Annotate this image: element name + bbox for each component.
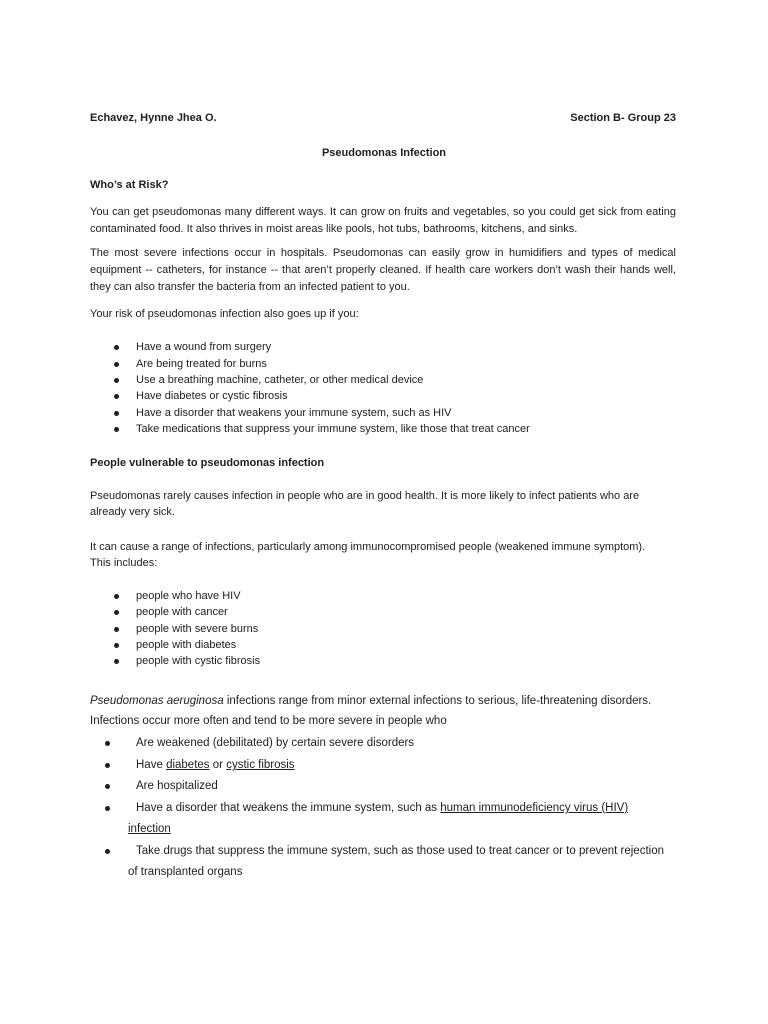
bullet <box>105 741 110 746</box>
bullet <box>114 643 119 648</box>
cystic-fibrosis-link[interactable]: cystic fibrosis <box>226 759 295 771</box>
joiner-text: or <box>212 759 223 771</box>
paragraph-line: Pseudomonas rarely causes infection in people who are in good health. It is more likely to infect patients who are <box>90 490 640 502</box>
list-item-text: Have a wound from surgery <box>136 341 272 353</box>
list-item <box>0 406 768 420</box>
paragraph-line: Infections occur more often and tend to be more severe in people who <box>90 715 447 727</box>
organism-name: Pseudomonas aeruginosa <box>90 695 224 707</box>
paragraph-line: You can get pseudomonas many different ways. It can grow on fruits and vegetables, so you could get sick from eating <box>90 206 676 218</box>
bullet <box>114 362 119 367</box>
paragraph-line: they can also transfer the bacteria from an infected patient to you. <box>90 281 410 293</box>
list-item-text: Are hospitalized <box>136 780 218 792</box>
bullet <box>114 378 119 383</box>
paragraph-line: The most severe infections occur in hospitals. Pseudomonas can easily grow in humidifiers and types of medical <box>90 247 676 259</box>
list-item <box>0 389 768 403</box>
list-item-text: Take medications that suppress your immune system, like those that treat cancer <box>136 423 530 435</box>
list-item-text: people with severe burns <box>136 623 259 635</box>
list-item <box>0 605 768 619</box>
list-item <box>0 654 768 668</box>
list-item-text: people with cystic fibrosis <box>136 655 261 667</box>
bullet <box>105 849 110 854</box>
list-item <box>0 757 768 773</box>
paragraph-line: equipment -- catheters, for instance -- that aren’t properly cleaned. If health care workers don’t wash their hands well, <box>90 264 676 276</box>
list-item-text: of transplanted organs <box>128 866 243 878</box>
list-item <box>0 622 768 636</box>
list-item-text: Have a disorder that weakens your immune system, such as HIV <box>136 407 452 419</box>
list-item <box>0 778 768 794</box>
bullet <box>114 394 119 399</box>
bullet <box>114 610 119 615</box>
list-item-continuation <box>0 821 768 837</box>
list-item-text: Have diabetes or cystic fibrosis <box>136 390 288 402</box>
section-group: Section B- Group 23 <box>570 112 676 124</box>
list-item <box>0 357 768 371</box>
list-item-continuation <box>0 864 768 880</box>
list-item-text <box>136 800 628 816</box>
document-title: Pseudomonas Infection <box>321 147 447 159</box>
paragraph-line: contaminated food. It also thrives in moist areas like pools, hot tubs, bathrooms, kitchens, and sinks. <box>90 223 578 235</box>
bullet <box>114 627 119 632</box>
diabetes-link[interactable]: diabetes <box>166 759 210 771</box>
paragraph-line: already very sick. <box>90 506 175 518</box>
author-name: Echavez, Hynne Jhea O. <box>90 112 217 124</box>
list-item-prefix: Have <box>136 759 163 771</box>
list-item-prefix: Have a disorder that weakens the immune system, such as <box>136 802 438 814</box>
bullet <box>114 411 119 416</box>
list-item <box>0 638 768 652</box>
list-item <box>0 843 768 859</box>
section-heading-vulnerable: People vulnerable to pseudomonas infection <box>90 457 325 469</box>
intro-text: infections range from minor external infections to serious, life-threatening disorders. <box>226 695 652 707</box>
list-item-text: people with cancer <box>136 606 228 618</box>
bullet <box>114 594 119 599</box>
bullet <box>114 427 119 432</box>
hiv-infection-link[interactable]: human immunodeficiency virus (HIV) <box>440 802 629 814</box>
list-item <box>0 735 768 751</box>
aeruginosa-intro <box>90 693 676 709</box>
bullet <box>105 806 110 811</box>
list-item <box>0 373 768 387</box>
list-item-text: Are being treated for burns <box>136 358 267 370</box>
risk-intro: Your risk of pseudomonas infection also goes up if you: <box>90 308 359 320</box>
list-item-text <box>136 757 295 773</box>
list-item <box>0 589 768 603</box>
list-item-text: Take drugs that suppress the immune system, such as those used to treat cancer or to prevent rejection <box>136 845 664 857</box>
section-heading-risk: Who’s at Risk? <box>90 179 169 191</box>
list-item-text: people with diabetes <box>136 639 237 651</box>
list-item <box>0 340 768 354</box>
paragraph-line: It can cause a range of infections, particularly among immunocompromised people (weakened immune symptom). <box>90 541 646 553</box>
bullet <box>105 763 110 768</box>
list-item-text: Use a breathing machine, catheter, or other medical device <box>136 374 424 386</box>
list-item-text: Are weakened (debilitated) by certain severe disorders <box>136 737 415 749</box>
list-item <box>0 800 768 816</box>
paragraph-line: This includes: <box>90 557 158 569</box>
bullet <box>114 659 119 664</box>
list-item-text: people who have HIV <box>136 590 241 602</box>
hiv-infection-link-continued[interactable]: infection <box>128 823 171 835</box>
bullet <box>105 784 110 789</box>
list-item <box>0 422 768 436</box>
bullet <box>114 345 119 350</box>
